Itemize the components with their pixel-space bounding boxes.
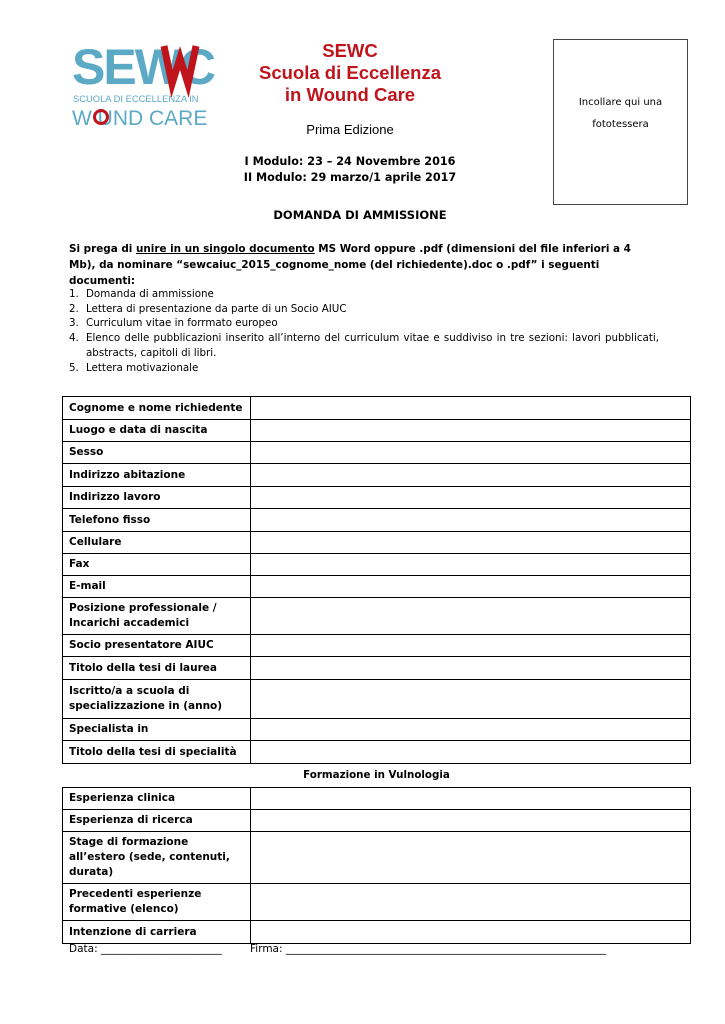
field-label: Esperienza di ricerca bbox=[63, 810, 251, 832]
field-value-cell[interactable] bbox=[251, 464, 691, 487]
form-row bbox=[63, 741, 691, 764]
field-value-cell[interactable] bbox=[251, 832, 691, 884]
form-row bbox=[63, 832, 691, 884]
instructions-paragraph bbox=[69, 241, 659, 289]
document-text: Lettera di presentazione da parte di un Socio AIUC bbox=[86, 302, 347, 315]
form-row bbox=[63, 532, 691, 554]
form-row bbox=[63, 442, 691, 464]
form-row bbox=[63, 921, 691, 944]
document-number: 3. bbox=[69, 317, 79, 330]
sewc-logo-graphic bbox=[72, 40, 222, 128]
photo-box-text bbox=[554, 92, 687, 136]
form-row bbox=[63, 464, 691, 487]
field-label: Sesso bbox=[63, 442, 251, 464]
field-label: Titolo della tesi di laurea bbox=[63, 657, 251, 680]
date-line: Data: _______________________ bbox=[69, 943, 222, 955]
form-row bbox=[63, 397, 691, 420]
title-line-3: in Wound Care bbox=[284, 84, 416, 105]
document-item bbox=[69, 302, 659, 317]
sewc-logo bbox=[72, 40, 222, 128]
document-item bbox=[69, 331, 659, 360]
photo-box bbox=[553, 39, 688, 205]
document-item bbox=[69, 287, 659, 302]
page-title bbox=[230, 40, 470, 106]
training-table bbox=[62, 787, 691, 944]
field-value-cell[interactable] bbox=[251, 420, 691, 442]
signature-line: Firma: _____________________________________________________________ bbox=[250, 943, 607, 955]
field-label: Stage di formazione all’estero (sede, contenuti, durata) bbox=[63, 832, 251, 884]
required-documents-list bbox=[69, 287, 659, 375]
field-value-cell[interactable] bbox=[251, 680, 691, 719]
field-value-cell[interactable] bbox=[251, 532, 691, 554]
personal-data-table bbox=[62, 396, 691, 764]
module-1-date: I Modulo: 23 – 24 Novembre 2016 bbox=[244, 155, 456, 168]
document-number: 5. bbox=[69, 361, 79, 374]
module-2-date: II Modulo: 29 marzo/1 aprile 2017 bbox=[243, 171, 457, 184]
form-row bbox=[63, 487, 691, 509]
field-value-cell[interactable] bbox=[251, 509, 691, 532]
field-label: Telefono fisso bbox=[63, 509, 251, 532]
document-item bbox=[69, 361, 659, 376]
training-section-title: Formazione in Vulnologia bbox=[303, 769, 450, 781]
logo-letters: SEWC bbox=[72, 40, 214, 95]
field-label: Intenzione di carriera bbox=[63, 921, 251, 944]
logo-line1: SCUOLA DI ECCELLENZA IN bbox=[73, 93, 199, 104]
field-label: Luogo e data di nascita bbox=[63, 420, 251, 442]
document-text: Domanda di ammissione bbox=[86, 288, 214, 300]
form-row bbox=[63, 554, 691, 576]
field-label: Specialista in bbox=[63, 719, 251, 741]
form-row bbox=[63, 576, 691, 598]
field-label: Fax bbox=[63, 554, 251, 576]
photo-box-line-1: Incollare qui una bbox=[578, 97, 663, 108]
field-value-cell[interactable] bbox=[251, 884, 691, 921]
document-text: Lettera motivazionale bbox=[86, 361, 199, 374]
field-label: Indirizzo abitazione bbox=[63, 464, 251, 487]
document-number: 1. bbox=[69, 288, 79, 300]
document-text: Curriculum vitae in forrmato europeo bbox=[86, 317, 278, 330]
form-heading: DOMANDA DI AMMISSIONE bbox=[273, 208, 447, 222]
instructions-underlined: unire in un singolo documento bbox=[135, 243, 315, 255]
field-label: Esperienza clinica bbox=[63, 788, 251, 810]
instructions-part-2: MS Word oppure .pdf (dimensioni del file inferiori a 4 Mb), da nominare “sewcaiuc_2015_cognome_nome (del richiedente).doc o .pdf” i seguenti documenti: bbox=[69, 243, 631, 287]
field-value-cell[interactable] bbox=[251, 741, 691, 764]
field-value-cell[interactable] bbox=[251, 487, 691, 509]
form-row bbox=[63, 884, 691, 921]
field-label: Indirizzo lavoro bbox=[63, 487, 251, 509]
form-row bbox=[63, 680, 691, 719]
field-label: Cognome e nome richiedente bbox=[63, 397, 251, 420]
logo-line2: W UND CARE bbox=[72, 107, 208, 128]
field-value-cell[interactable] bbox=[251, 598, 691, 635]
form-row bbox=[63, 635, 691, 657]
field-label: Precedenti esperienze formative (elenco) bbox=[63, 884, 251, 921]
form-row bbox=[63, 810, 691, 832]
field-value-cell[interactable] bbox=[251, 788, 691, 810]
field-value-cell[interactable] bbox=[251, 635, 691, 657]
field-value-cell[interactable] bbox=[251, 810, 691, 832]
field-value-cell[interactable] bbox=[251, 719, 691, 741]
form-row bbox=[63, 719, 691, 741]
module-dates bbox=[230, 154, 470, 186]
field-label: Socio presentatore AIUC bbox=[63, 635, 251, 657]
field-label: E-mail bbox=[63, 576, 251, 598]
form-row bbox=[63, 420, 691, 442]
form-row bbox=[63, 657, 691, 680]
field-value-cell[interactable] bbox=[251, 442, 691, 464]
title-line-1: SEWC bbox=[322, 40, 378, 61]
field-label: Cellulare bbox=[63, 532, 251, 554]
form-row bbox=[63, 509, 691, 532]
field-value-cell[interactable] bbox=[251, 576, 691, 598]
form-row bbox=[63, 788, 691, 810]
field-label: Titolo della tesi di specialità bbox=[63, 741, 251, 764]
field-value-cell[interactable] bbox=[251, 657, 691, 680]
field-value-cell[interactable] bbox=[251, 397, 691, 420]
field-value-cell[interactable] bbox=[251, 554, 691, 576]
title-line-2: Scuola di Eccellenza bbox=[259, 62, 441, 83]
document-item bbox=[69, 316, 659, 331]
photo-box-line-2: fototessera bbox=[592, 119, 649, 130]
field-label: Posizione professionale / Incarichi accademici bbox=[63, 598, 251, 635]
field-label: Iscritto/a a scuola di specializzazione in (anno) bbox=[63, 680, 251, 719]
form-row bbox=[63, 598, 691, 635]
document-number: 4. bbox=[69, 332, 79, 345]
instructions-part-1: Si prega di bbox=[69, 243, 136, 255]
edition-label: Prima Edizione bbox=[306, 122, 394, 137]
document-text: Elenco delle pubblicazioni inserito all’interno del curriculum vitae e suddiviso in tre sezioni: lavori pubblicati, abstracts, capitoli di libri. bbox=[86, 332, 659, 359]
field-value-cell[interactable] bbox=[251, 921, 691, 944]
document-number: 2. bbox=[69, 302, 79, 315]
